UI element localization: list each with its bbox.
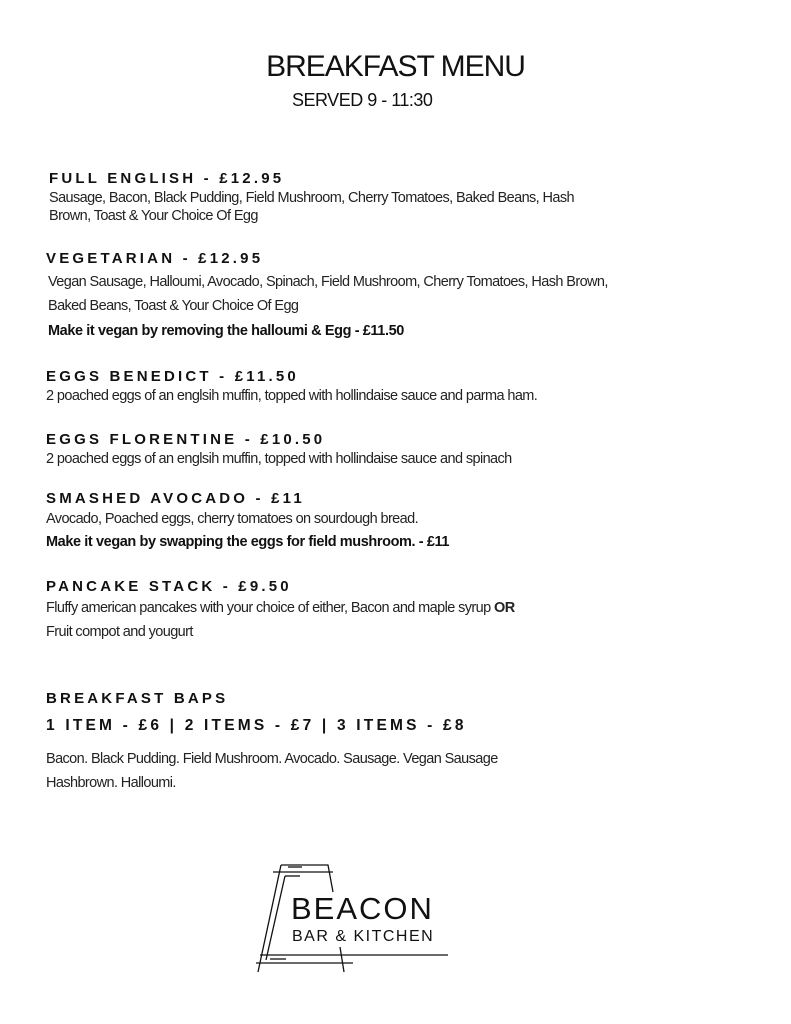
menu-item-vegetarian — [46, 249, 608, 344]
baps-list: Bacon. Black Pudding. Field Mushroom. Avocado. Sausage. Vegan Sausage — [46, 751, 498, 767]
item-desc: Fluffy american pancakes with your choice of either, Bacon and maple syrup — [46, 600, 491, 616]
or-text: OR — [494, 600, 515, 616]
baps-list: Hashbrown. Halloumi. — [46, 775, 176, 791]
served-times: SERVED 9 - 11:30 — [292, 90, 433, 110]
item-desc: Vegan Sausage, Halloumi, Avocado, Spinach, Field Mushroom, Cherry Tomatoes, Hash Brown, — [48, 274, 608, 290]
item-desc: Avocado, Poached eggs, cherry tomatoes on sourdough bread. — [46, 511, 419, 527]
menu-item-eggs-florentine — [46, 430, 512, 468]
item-heading: VEGETARIAN - £12.95 — [46, 250, 264, 267]
item-heading: SMASHED AVOCADO - £11 — [46, 490, 305, 507]
menu-item-full-english — [49, 169, 574, 225]
item-heading: PANCAKE STACK - £9.50 — [46, 578, 292, 595]
logo-name: BEACON — [291, 891, 434, 926]
item-heading: EGGS FLORENTINE - £10.50 — [46, 431, 326, 448]
menu-item-eggs-benedict — [46, 367, 537, 405]
item-desc: 2 poached eggs of an englsih muffin, topped with hollindaise sauce and spinach — [46, 451, 512, 467]
item-desc: Brown, Toast & Your Choice Of Egg — [49, 208, 258, 224]
item-desc: Fruit compot and yougurt — [46, 624, 193, 640]
item-heading: EGGS BENEDICT - £11.50 — [46, 368, 299, 385]
item-heading: FULL ENGLISH - £12.95 — [49, 170, 285, 187]
item-desc: Baked Beans, Toast & Your Choice Of Egg — [48, 298, 299, 314]
page-title: BREAKFAST MENU — [266, 50, 525, 83]
item-desc: Sausage, Bacon, Black Pudding, Field Mushroom, Cherry Tomatoes, Baked Beans, Hash — [49, 190, 574, 206]
logo-tagline: BAR & KITCHEN — [292, 928, 435, 945]
beacon-logo — [248, 855, 458, 973]
breakfast-baps — [46, 689, 498, 795]
vegan-note: Make it vegan by swapping the eggs for field mushroom. - £11 — [46, 534, 450, 550]
menu-item-smashed-avocado — [46, 489, 449, 555]
baps-prices: 1 ITEM - £6 | 2 ITEMS - £7 | 3 ITEMS - £8 — [46, 717, 467, 734]
vegan-note: Make it vegan by removing the halloumi & Egg - £11.50 — [48, 323, 404, 339]
item-desc: 2 poached eggs of an englsih muffin, topped with hollindaise sauce and parma ham. — [46, 388, 538, 404]
baps-heading: BREAKFAST BAPS — [46, 690, 229, 707]
menu-item-pancake-stack — [46, 577, 515, 645]
